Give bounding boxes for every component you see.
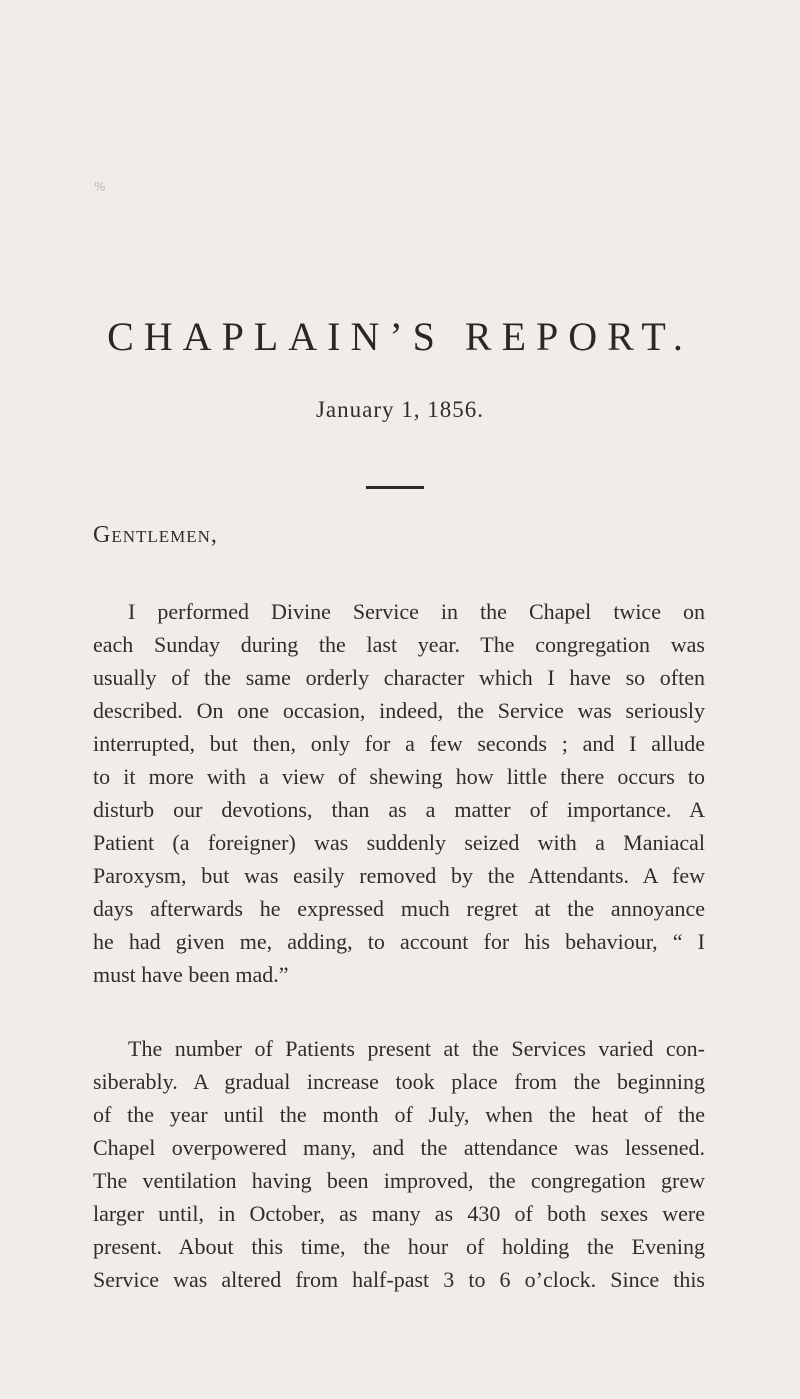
- salutation: Gentlemen,: [93, 522, 218, 548]
- report-title: CHAPLAIN’S REPORT.: [107, 314, 693, 359]
- paragraph-line: Patient (a foreigner) was suddenly seized with a Maniacal: [93, 830, 705, 855]
- paragraph-line: present. About this time, the hour of holding the Evening: [93, 1234, 705, 1259]
- paragraph-line: interrupted, but then, only for a few seconds ; and I allude: [93, 731, 705, 756]
- paragraph-line: The number of Patients present at the Services varied con-: [128, 1036, 705, 1061]
- paragraph-line: siberably. A gradual increase took place from the beginning: [93, 1069, 705, 1094]
- paragraph-2: [93, 1032, 705, 1296]
- paragraph-line: days afterwards he expressed much regret at the annoyance: [93, 896, 705, 921]
- paragraph-line: larger until, in October, as many as 430 of both sexes were: [93, 1201, 705, 1226]
- paragraph-line: of the year until the month of July, when the heat of the: [93, 1102, 705, 1127]
- paragraph-line: described. On one occasion, indeed, the Service was seriously: [93, 698, 705, 723]
- paragraph-line: Service was altered from half-past 3 to 6 o’clock. Since this: [93, 1267, 705, 1292]
- page-mark: %: [94, 180, 106, 194]
- paragraph-line: must have been mad.”: [93, 962, 289, 987]
- paragraph-line: disturb our devotions, than as a matter of importance. A: [93, 797, 705, 822]
- paragraph-line: each Sunday during the last year. The congregation was: [93, 632, 705, 657]
- paragraph-line: I performed Divine Service in the Chapel twice on: [128, 599, 705, 624]
- paragraph-line: he had given me, adding, to account for his behaviour, “ I: [93, 929, 705, 954]
- paragraph-line: usually of the same orderly character which I have so often: [93, 665, 705, 690]
- paragraph-line: Paroxysm, but was easily removed by the Attendants. A few: [93, 863, 705, 888]
- paragraph-1: [93, 595, 705, 991]
- paragraph-line: to it more with a view of shewing how little there occurs to: [93, 764, 705, 789]
- report-date: January 1, 1856.: [315, 397, 485, 422]
- section-rule: [366, 486, 424, 489]
- paragraph-line: Chapel overpowered many, and the attendance was lessened.: [93, 1135, 705, 1160]
- paragraph-line: The ventilation having been improved, the congregation grew: [93, 1168, 705, 1193]
